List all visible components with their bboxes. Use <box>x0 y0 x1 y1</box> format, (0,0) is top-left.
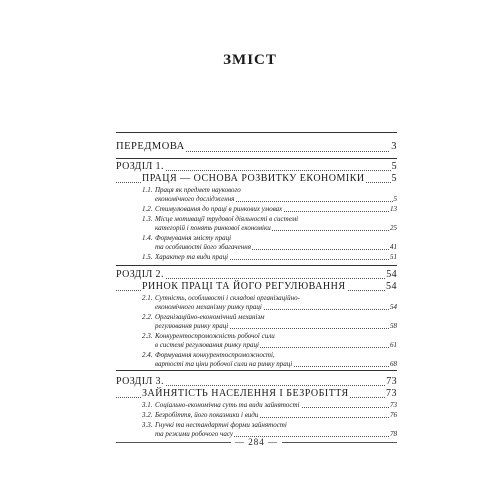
toc-section-title-page: 73 <box>386 388 397 399</box>
toc-subsection[interactable] <box>116 294 397 312</box>
toc-subsection-number: 2.3. <box>142 332 153 340</box>
toc-section-1[interactable] <box>116 161 397 173</box>
toc-subsection-number: 3.1. <box>142 401 153 409</box>
preface-rule <box>116 158 397 159</box>
toc-subsection-page: 41 <box>390 243 397 251</box>
toc-subsection-title: Стимулювання до праці в ринкових умовах <box>155 205 283 213</box>
toc-subsection[interactable] <box>116 253 397 262</box>
toc-subsection-number: 2.2. <box>142 313 153 321</box>
toc-subsection-title: економічного дослідження <box>155 195 235 203</box>
toc-subsection-title: Формування змісту праці <box>155 234 232 242</box>
toc-subsection-number: 2.4. <box>142 351 153 359</box>
toc-section-title-page: 54 <box>386 281 397 292</box>
toc-subsection[interactable] <box>116 411 397 420</box>
toc-subsection-title: Конкурентоспроможність робочої сили <box>155 332 275 340</box>
toc-subsection-page: 61 <box>390 341 397 349</box>
toc-section-title: РИНОК ПРАЦІ ТА ЙОГО РЕГУЛЮВАННЯ <box>142 281 346 292</box>
toc-section-label: РОЗДІЛ 3. <box>116 376 164 387</box>
toc-subsection-page: 54 <box>390 303 397 311</box>
toc-subsection-title: Соціально-економічна суть та види зайнятості <box>155 401 300 409</box>
toc-subsection-page: 51 <box>390 253 397 261</box>
toc-section-title: ЗАЙНЯТІСТЬ НАСЕЛЕННЯ І БЕЗРОБІТТЯ <box>142 388 349 399</box>
toc-subsection-number: 1.5. <box>142 253 153 261</box>
toc-section-label: РОЗДІЛ 2. <box>116 269 164 280</box>
toc-section-title-1[interactable] <box>116 173 397 185</box>
toc-subsection-title: Характер та види праці <box>155 253 229 261</box>
toc-subsection-title: категорій і понять ринкової економіки <box>155 224 271 232</box>
page-title: ЗМІСТ <box>223 52 277 68</box>
toc-subsection-title: Гнучкі та нестандартні форми зайнятості <box>155 421 287 429</box>
toc-subsection-page: 73 <box>390 401 397 409</box>
toc-section-title-2[interactable] <box>116 281 397 293</box>
toc-section-title-3[interactable] <box>116 388 397 400</box>
section-rule <box>116 265 397 266</box>
toc-subsection[interactable] <box>116 186 397 204</box>
toc-subsection-page: 13 <box>390 205 397 213</box>
toc-subsection-title: Місце мотивації трудової діяльності в системі <box>155 215 299 223</box>
toc-preface[interactable] <box>116 140 397 154</box>
toc-preface-label: ПЕРЕДМОВА <box>116 141 185 152</box>
toc-subsection-title: Організаційно-економічний механізм <box>155 313 265 321</box>
toc-subsection[interactable] <box>116 205 397 214</box>
toc-subsection-number: 3.3. <box>142 421 153 429</box>
toc-subsection-number: 1.2. <box>142 205 153 213</box>
toc-section-2[interactable] <box>116 269 397 281</box>
toc-subsection[interactable] <box>116 234 397 252</box>
toc-subsection-page: 68 <box>390 360 397 368</box>
toc-subsection-title: та особливості його збагачення <box>155 243 251 251</box>
toc-subsection-title: економічного механізму ринку праці <box>155 303 262 311</box>
top-rule <box>116 132 397 133</box>
toc-subsection-title: вартості та ціни робочої сили на ринку праці <box>155 360 293 368</box>
toc-subsection-page: 5 <box>393 195 397 203</box>
toc-subsection-title: в системі регулювання ринку праці <box>155 341 259 349</box>
toc-subsection-title: Формування конкурентоспроможності, <box>155 351 275 359</box>
toc-subsection-title: регулювання ринку праці <box>155 322 229 330</box>
toc-subsection-number: 1.1. <box>142 186 153 194</box>
toc-subsection-title: Праця як предмет наукового <box>155 186 241 194</box>
toc-subsection-number: 1.3. <box>142 215 153 223</box>
toc-subsection[interactable] <box>116 313 397 331</box>
toc-subsection-title: Сутність, особливості і складові організаційно- <box>155 294 300 302</box>
toc-subsection-page: 78 <box>390 430 397 438</box>
toc-subsection-page: 58 <box>390 322 397 330</box>
toc-section-page: 5 <box>391 161 397 172</box>
toc-section-label: РОЗДІЛ 1. <box>116 161 164 172</box>
toc-subsection[interactable] <box>116 401 397 410</box>
toc-section-3[interactable] <box>116 376 397 388</box>
section-rule <box>116 370 397 371</box>
toc-section-page: 54 <box>386 269 397 280</box>
toc-section-title-page: 5 <box>391 173 397 184</box>
toc-subsection-page: 25 <box>390 224 397 232</box>
toc-subsection-number: 2.1. <box>142 294 153 302</box>
page-number: — 284 — <box>231 437 282 447</box>
toc-subsection[interactable] <box>116 332 397 350</box>
toc-subsection-page: 76 <box>390 411 397 419</box>
toc-subsection-title: та режими робочого часу <box>155 430 234 438</box>
toc-subsection-number: 3.2. <box>142 411 153 419</box>
toc-subsection-number: 1.4. <box>142 234 153 242</box>
toc-section-page: 73 <box>386 376 397 387</box>
table-of-contents <box>116 138 397 439</box>
toc-preface-page: 3 <box>391 141 397 152</box>
toc-subsection-title: Безробіття, його показники і види <box>155 411 259 419</box>
toc-section-title: ПРАЦЯ — ОСНОВА РОЗВИТКУ ЕКОНОМІКИ <box>142 173 365 184</box>
toc-subsection[interactable] <box>116 215 397 233</box>
toc-subsection[interactable] <box>116 351 397 369</box>
